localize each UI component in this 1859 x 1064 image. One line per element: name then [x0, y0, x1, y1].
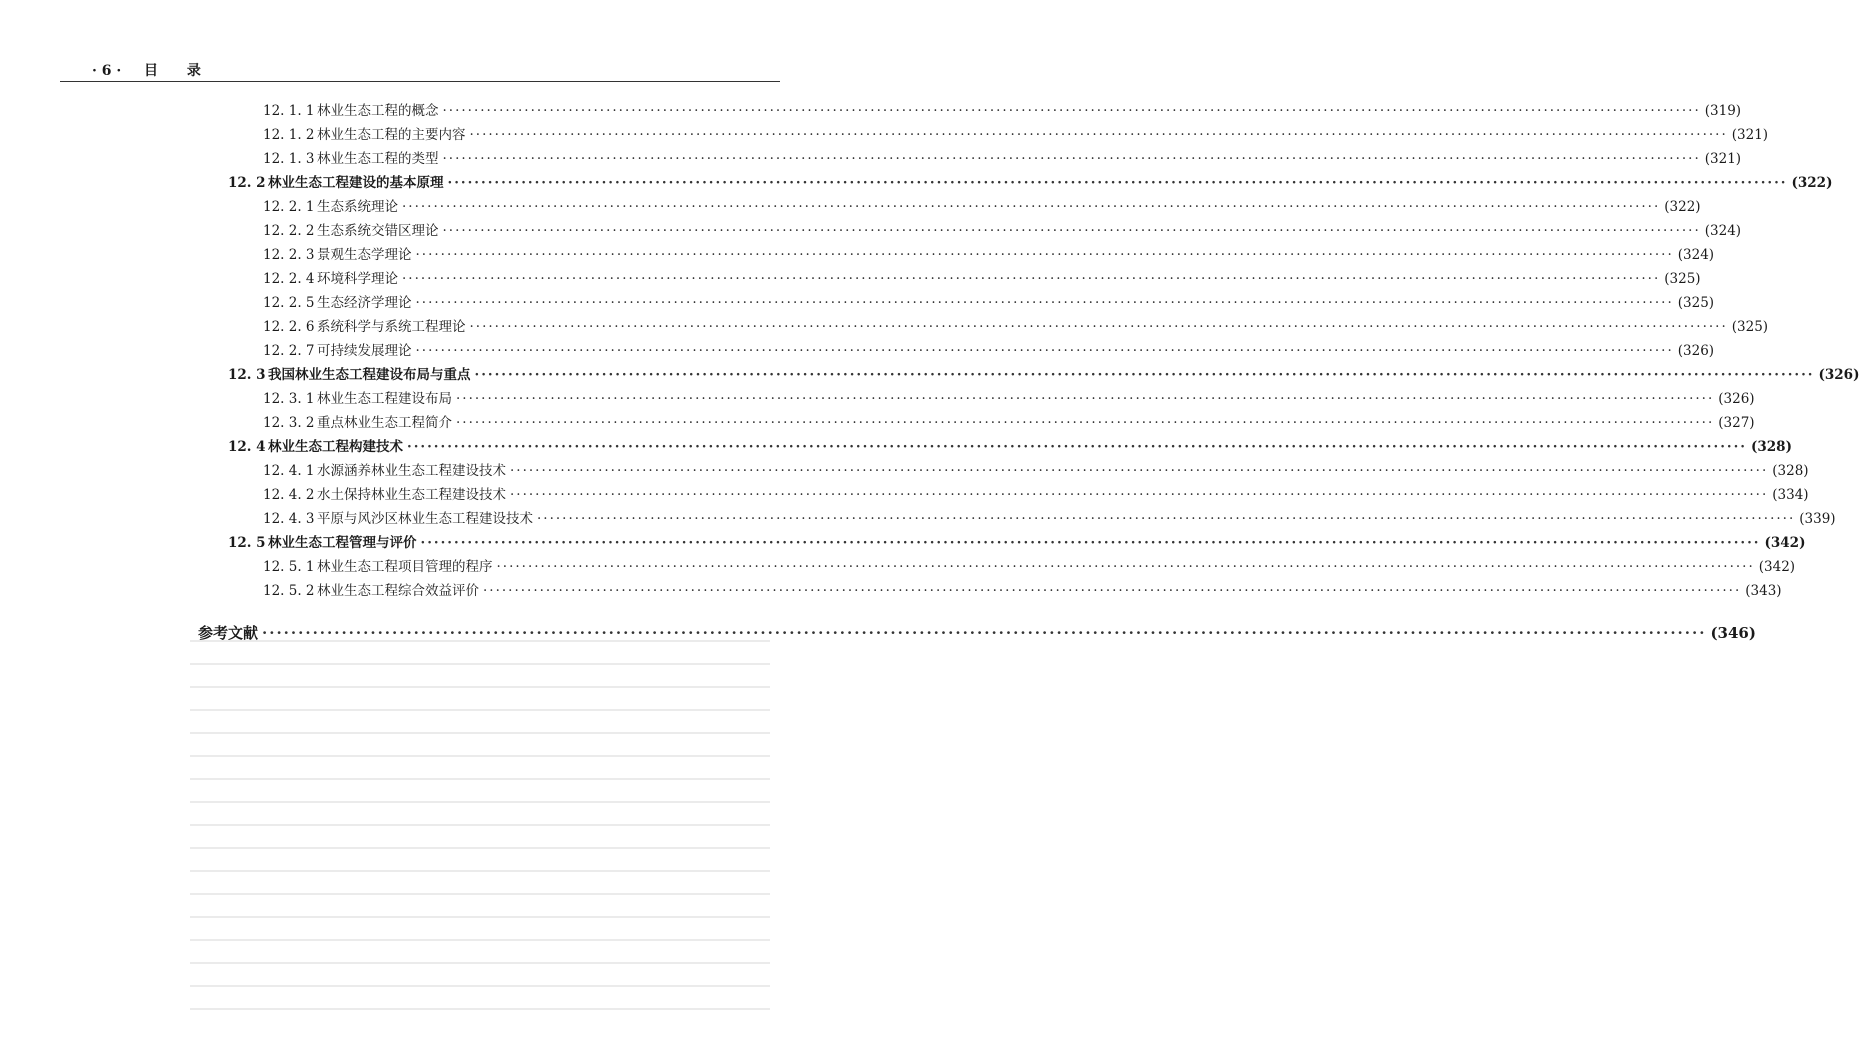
- toc-entry-page: (343): [1745, 583, 1782, 599]
- toc-entry: [228, 532, 1806, 554]
- leader-dots: ········································································································································································································: [474, 367, 1815, 383]
- leader-dots: ········································································································································································································: [447, 175, 1788, 191]
- toc-entry-page: (334): [1772, 487, 1809, 503]
- toc-entry-number: 12. 4. 2: [263, 487, 315, 503]
- toc-entry-title: 重点林业生态工程简介: [317, 415, 452, 431]
- toc-entry: [263, 412, 1755, 434]
- toc-entry-number: 12. 2. 3: [263, 247, 315, 263]
- toc-entry-number: 12. 2: [228, 175, 266, 191]
- toc-entry-page: (328): [1772, 463, 1809, 479]
- toc-entry-page: (324): [1677, 247, 1715, 263]
- toc-entry-number: 12. 2. 5: [263, 295, 315, 311]
- toc-entry-page: (327): [1718, 415, 1755, 431]
- toc-entry-title: 环境科学理论: [317, 271, 398, 287]
- toc-entry-number: 12. 1. 2: [263, 127, 315, 143]
- leader-dots: ········································································································································································································: [456, 415, 1715, 431]
- toc-entry-number: 12. 3. 1: [263, 391, 315, 407]
- toc-entry-title: 林业生态工程综合效益评价: [317, 583, 479, 599]
- toc-entry-title: 生态经济学理论: [317, 295, 412, 311]
- leader-dots: ········································································································································································································: [537, 511, 1796, 527]
- toc-entry: [228, 172, 1833, 194]
- toc-entry-title: 林业生态工程构建技术: [268, 439, 403, 455]
- toc-entry-page: (321): [1731, 127, 1769, 143]
- leader-dots: ········································································································································································································: [442, 151, 1701, 167]
- toc-entry-number: 12. 5. 1: [263, 559, 315, 575]
- toc-entry-number: 12. 2. 2: [263, 223, 315, 239]
- toc-entry: [263, 484, 1809, 506]
- toc-entry-page: (339): [1799, 511, 1836, 527]
- toc-entry-title: 林业生态工程的概念: [317, 103, 439, 119]
- leader-dots: ········································································································································································································: [262, 624, 1707, 642]
- toc-entry-number: 12. 4. 3: [263, 511, 315, 527]
- toc-entry-page: (319): [1704, 103, 1742, 119]
- toc-entry: [228, 364, 1859, 386]
- toc-entry-page: (328): [1751, 439, 1792, 455]
- toc-entry-number: 12. 2. 4: [263, 271, 315, 287]
- toc-entry: [263, 124, 1769, 146]
- toc-entry-title: 林业生态工程的类型: [317, 151, 439, 167]
- toc-entry-number: 12. 2. 1: [263, 199, 315, 215]
- toc-entry: [263, 100, 1742, 122]
- toc-entry-number: 12. 3: [228, 367, 266, 383]
- toc-entry: [263, 316, 1769, 338]
- leader-dots: ········································································································································································································: [415, 295, 1674, 311]
- leader-dots: ········································································································································································································: [456, 391, 1715, 407]
- toc-entry-number: 12. 4: [228, 439, 266, 455]
- toc-entry-number: 12. 1. 3: [263, 151, 315, 167]
- toc-entry-title: 林业生态工程管理与评价: [268, 535, 417, 551]
- toc-entry: [263, 556, 1796, 578]
- toc-entry-number: 12. 5. 2: [263, 583, 315, 599]
- leader-dots: ········································································································································································································: [442, 223, 1701, 239]
- toc-entry: [228, 436, 1792, 458]
- toc-entry-page: (326): [1677, 343, 1715, 359]
- toc-entry: [263, 268, 1701, 290]
- toc-entry-title: 我国林业生态工程建设布局与重点: [268, 367, 471, 383]
- toc-entry: [263, 220, 1742, 242]
- toc-entry-page: (326): [1818, 367, 1859, 383]
- toc-entry-number: 12. 4. 1: [263, 463, 315, 479]
- toc-entry-page: (342): [1758, 559, 1796, 575]
- toc-entry: [263, 196, 1701, 218]
- toc-entry-number: 12. 2. 6: [263, 319, 315, 335]
- leader-dots: ········································································································································································································: [442, 103, 1701, 119]
- toc-entry-page: (346): [1710, 624, 1756, 642]
- toc-entry-page: (324): [1704, 223, 1742, 239]
- toc-entry: [263, 580, 1782, 602]
- toc-entry: [263, 460, 1809, 482]
- toc-entry-title: 林业生态工程建设布局: [317, 391, 452, 407]
- toc-entry-title: 参考文献: [198, 624, 259, 642]
- leader-dots: ········································································································································································································: [407, 439, 1747, 455]
- leader-dots: ········································································································································································································: [420, 535, 1761, 551]
- leader-dots: ········································································································································································································: [510, 463, 1769, 479]
- toc-entry: [263, 244, 1715, 266]
- toc-entry: [263, 340, 1715, 362]
- toc-entry-title: 生态系统理论: [317, 199, 398, 215]
- toc-entry-page: (325): [1677, 295, 1715, 311]
- toc-entry-number: 12. 2. 7: [263, 343, 315, 359]
- toc-entry-number: 12. 5: [228, 535, 266, 551]
- toc-entry: [263, 148, 1742, 170]
- toc-entry-title: 林业生态工程的主要内容: [317, 127, 466, 143]
- toc-entry-page: (321): [1704, 151, 1742, 167]
- toc-entry-number: 12. 3. 2: [263, 415, 315, 431]
- toc-entry-title: 水源涵养林业生态工程建设技术: [317, 463, 506, 479]
- toc-entry-page: (325): [1664, 271, 1701, 287]
- toc-entry-title: 林业生态工程建设的基本原理: [268, 175, 444, 191]
- leader-dots: ········································································································································································································: [402, 199, 1661, 215]
- leader-dots: ········································································································································································································: [469, 319, 1728, 335]
- toc-entry-page: (322): [1791, 175, 1833, 191]
- leader-dots: ········································································································································································································: [402, 271, 1661, 287]
- toc-entry-title: 可持续发展理论: [317, 343, 412, 359]
- toc-entry-page: (342): [1764, 535, 1806, 551]
- toc-entry-title: 系统科学与系统工程理论: [317, 319, 466, 335]
- leader-dots: ········································································································································································································: [415, 343, 1674, 359]
- toc-entry: [198, 622, 1756, 644]
- page-number: · 6 ·: [92, 63, 122, 79]
- leader-dots: ········································································································································································································: [496, 559, 1755, 575]
- toc-entry: [263, 388, 1755, 410]
- leader-dots: ········································································································································································································: [415, 247, 1674, 263]
- toc-entry-page: (325): [1731, 319, 1769, 335]
- toc-entry-page: (322): [1664, 199, 1701, 215]
- toc-entry: [263, 508, 1836, 530]
- toc-entry-title: 平原与风沙区林业生态工程建设技术: [317, 511, 533, 527]
- leader-dots: ········································································································································································································: [469, 127, 1728, 143]
- toc-entry: [263, 292, 1715, 314]
- page-title: 目 录: [144, 63, 213, 79]
- toc-entry-title: 林业生态工程项目管理的程序: [317, 559, 493, 575]
- leader-dots: ········································································································································································································: [510, 487, 1769, 503]
- toc-entry-number: 12. 1. 1: [263, 103, 315, 119]
- leader-dots: ········································································································································································································: [483, 583, 1742, 599]
- toc-entry-page: (326): [1718, 391, 1755, 407]
- toc-entry-title: 水土保持林业生态工程建设技术: [317, 487, 506, 503]
- toc-entry-title: 景观生态学理论: [317, 247, 412, 263]
- toc-entry-title: 生态系统交错区理论: [317, 223, 439, 239]
